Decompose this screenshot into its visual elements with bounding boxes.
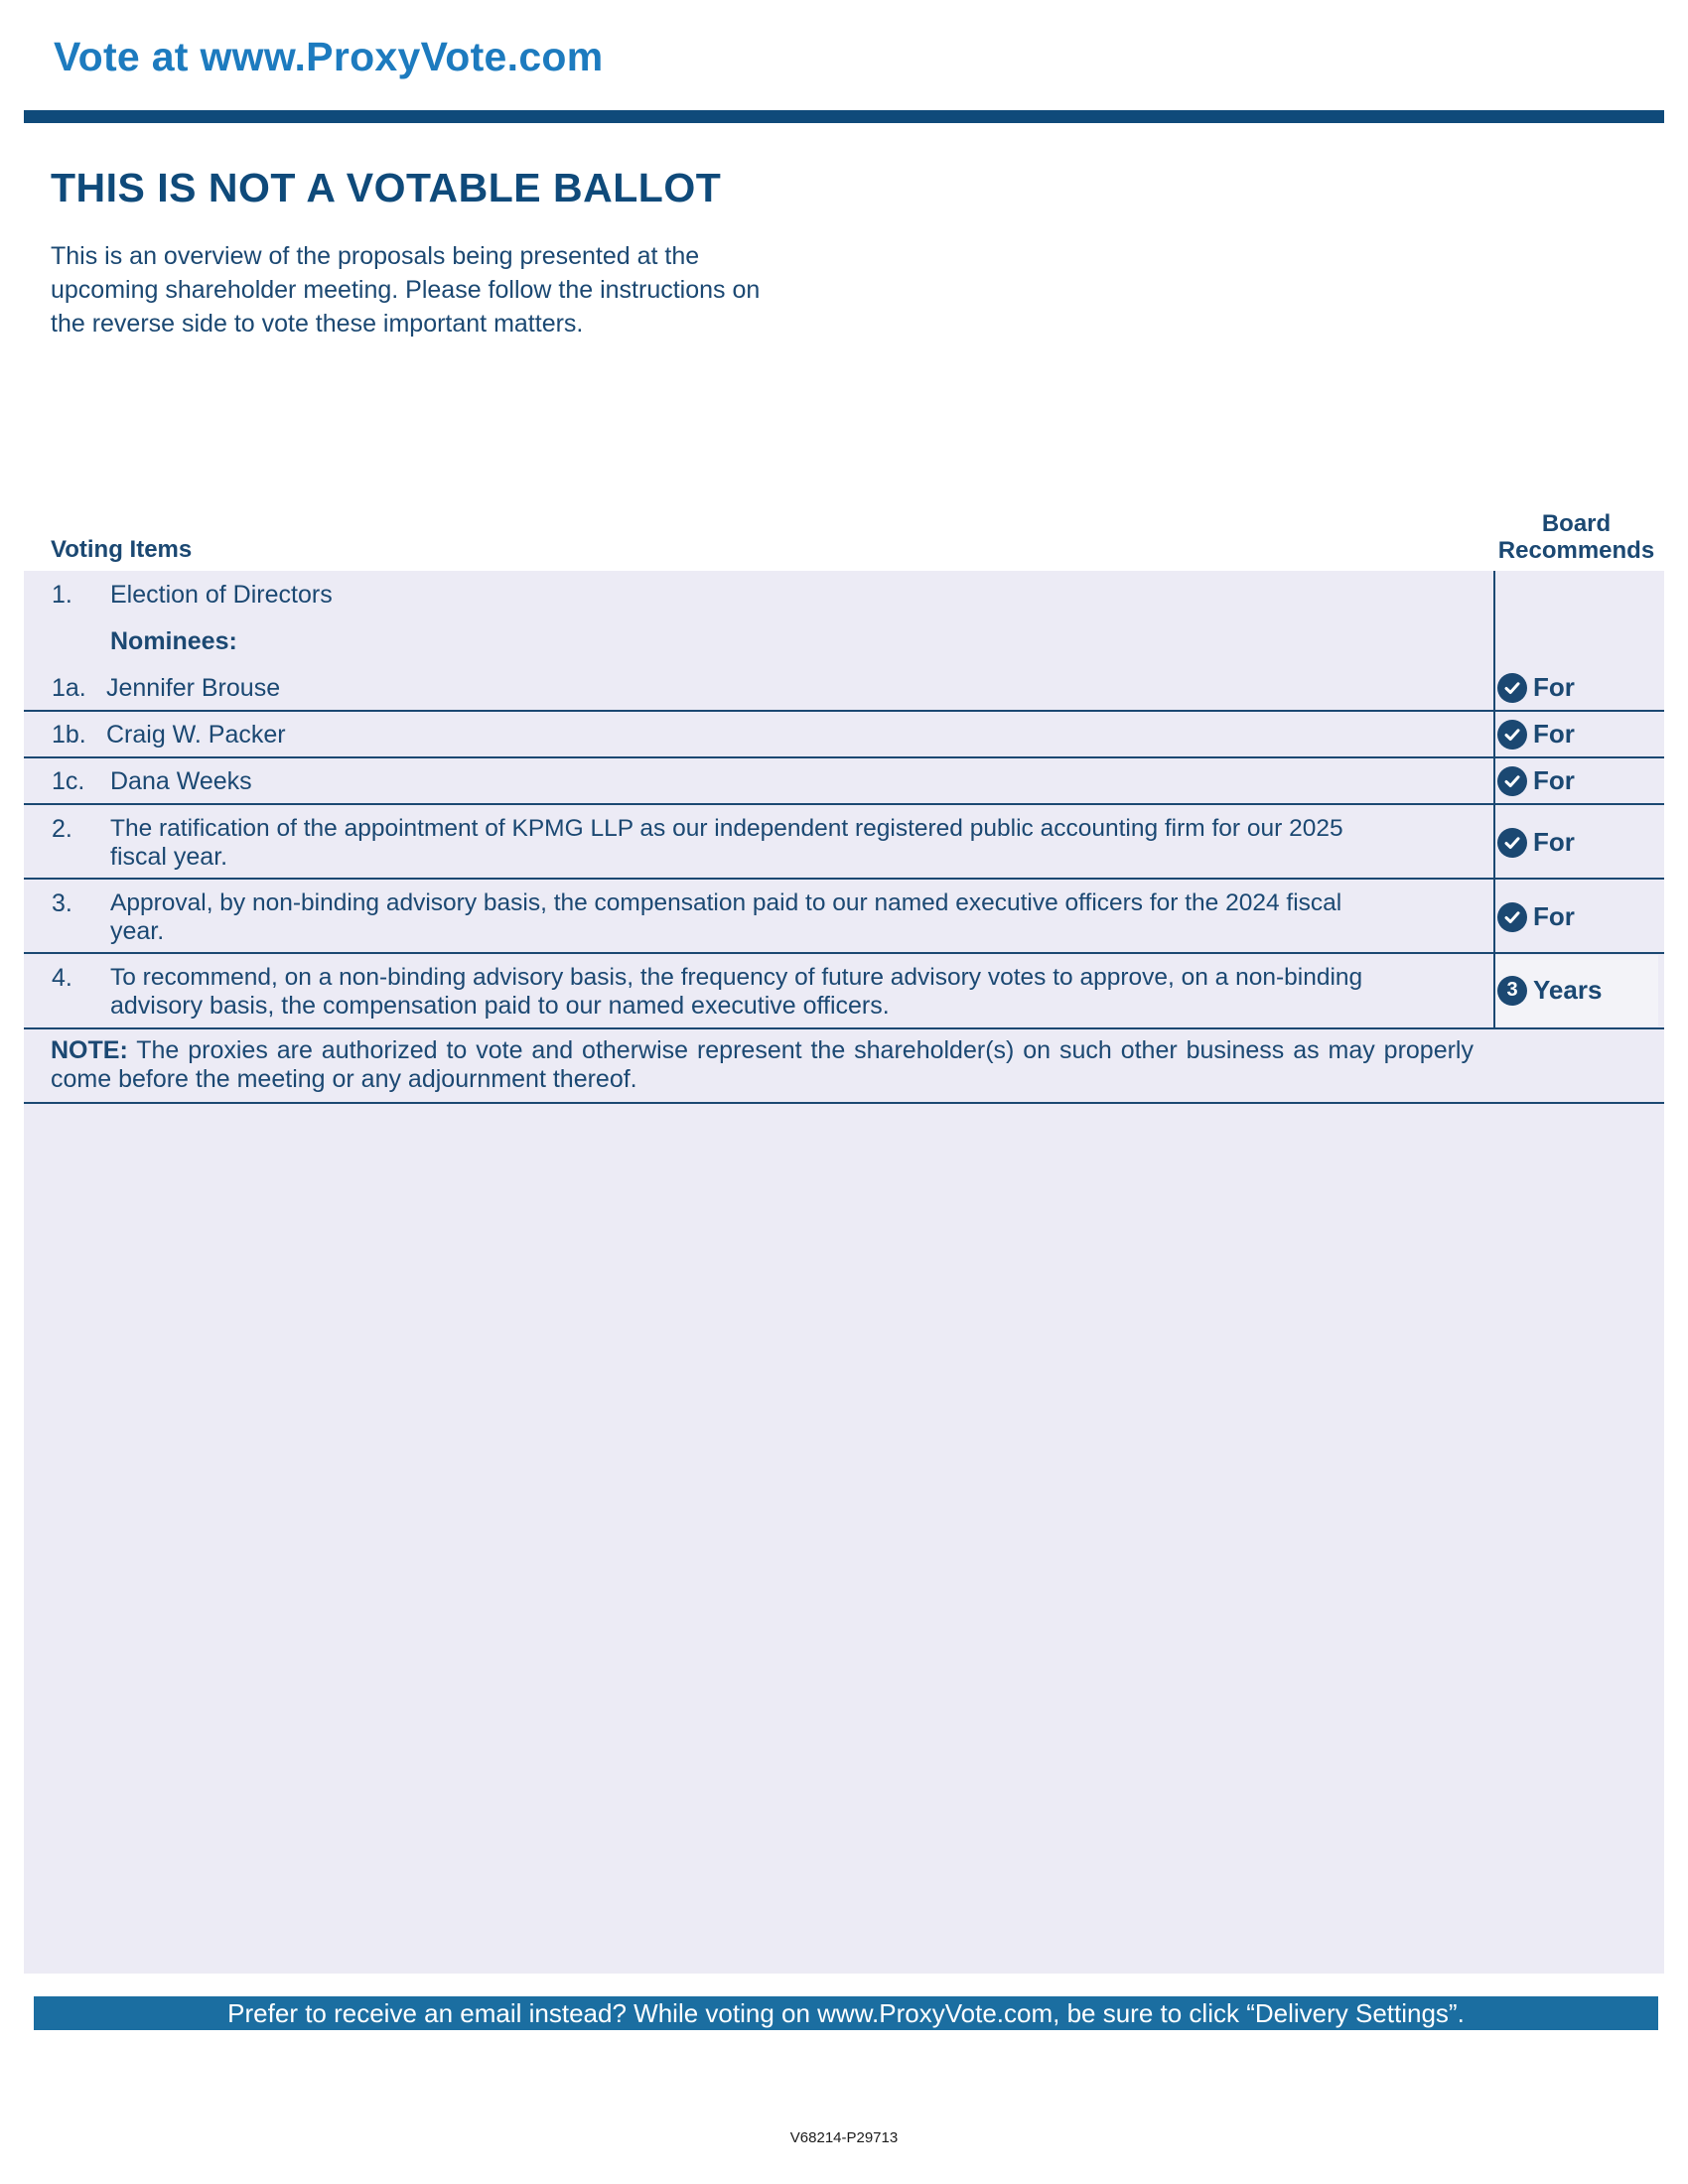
- document-code: V68214-P29713: [789, 2129, 899, 2146]
- recommendation: [1497, 901, 1575, 932]
- recommendation-label: Years: [1533, 975, 1603, 1005]
- top-rule: [24, 110, 1664, 123]
- item-text-line: To recommend, on a non-binding advisory basis, the frequency of future advisory votes to approve, on a non-binding: [110, 964, 1363, 991]
- intro-text: [51, 239, 835, 341]
- board-header-line: Recommends: [1497, 537, 1655, 564]
- item-text-line: year.: [110, 917, 165, 945]
- nominee-number: 1b.: [52, 721, 86, 749]
- nominee-number: 1c.: [52, 767, 85, 795]
- recommendation: [1497, 827, 1575, 858]
- item-text: [110, 889, 1490, 945]
- column-divider: [1493, 571, 1495, 1027]
- item-number: 3.: [52, 889, 72, 917]
- recommendation: [1497, 672, 1575, 703]
- recommendation-label: For: [1533, 901, 1575, 931]
- item-text: Election of Directors: [110, 581, 333, 609]
- check-icon: [1497, 673, 1527, 703]
- board-header-line: Board: [1541, 510, 1612, 537]
- check-icon: [1497, 902, 1527, 932]
- item-text: [110, 815, 1490, 871]
- row-divider: [24, 952, 1664, 954]
- recommendation-label: For: [1533, 672, 1575, 702]
- nominees-label: Nominees:: [110, 627, 237, 655]
- vote-at-header: Vote at www.ProxyVote.com: [54, 34, 604, 79]
- nominee-name: Craig W. Packer: [106, 721, 286, 749]
- ballot-title: THIS IS NOT A VOTABLE BALLOT: [51, 165, 722, 210]
- nominee-number: 1a.: [52, 674, 86, 702]
- note: [51, 1036, 1474, 1094]
- item-text: [110, 964, 1490, 1020]
- row-divider: [24, 1102, 1664, 1104]
- board-recommends-header: [1489, 510, 1663, 564]
- intro-line: upcoming shareholder meeting. Please follow the instructions on: [51, 276, 761, 304]
- number-three-icon: 3: [1497, 976, 1527, 1006]
- recommendation-label: For: [1533, 827, 1575, 857]
- item-number: 4.: [52, 964, 72, 992]
- recommendation: [1497, 765, 1575, 796]
- row-divider: [24, 878, 1664, 880]
- recommendation-label: For: [1533, 719, 1575, 749]
- row-divider: [24, 1027, 1664, 1029]
- note-label: NOTE:: [51, 1036, 128, 1064]
- voting-items-header: Voting Items: [51, 536, 193, 563]
- item-number: 1.: [52, 581, 72, 609]
- nominee-name: Dana Weeks: [110, 767, 252, 795]
- check-icon: [1497, 766, 1527, 796]
- row-divider: [24, 756, 1664, 758]
- item-number: 2.: [52, 815, 72, 843]
- recommendation: [1497, 975, 1602, 1006]
- intro-line: This is an overview of the proposals being presented at the: [51, 242, 700, 270]
- nominee-name: Jennifer Brouse: [106, 674, 281, 702]
- item-text-line: advisory basis, the compensation paid to our named executive officers.: [110, 992, 890, 1020]
- item-text-line: fiscal year.: [110, 843, 228, 871]
- item-text-line: Approval, by non-binding advisory basis, the compensation paid to our named executive officers for the 2024 fiscal: [110, 889, 1342, 916]
- intro-line: the reverse side to vote these important matters.: [51, 310, 584, 338]
- delivery-settings-banner: Prefer to receive an email instead? While voting on www.ProxyVote.com, be sure to click “Delivery Settings”.: [34, 1996, 1658, 2030]
- check-icon: [1497, 720, 1527, 750]
- recommendation: [1497, 719, 1575, 750]
- recommendation-label: For: [1533, 765, 1575, 795]
- voting-items-panel: [24, 571, 1664, 1974]
- item-text-line: The ratification of the appointment of KPMG LLP as our independent registered public accounting firm for our 2025: [110, 815, 1343, 842]
- check-icon: [1497, 828, 1527, 858]
- row-divider: [24, 803, 1664, 805]
- row-divider: [24, 710, 1664, 712]
- note-text: The proxies are authorized to vote and otherwise represent the shareholder(s) on such other business as may properly come before the meeting or any adjournment thereof.: [51, 1036, 1474, 1093]
